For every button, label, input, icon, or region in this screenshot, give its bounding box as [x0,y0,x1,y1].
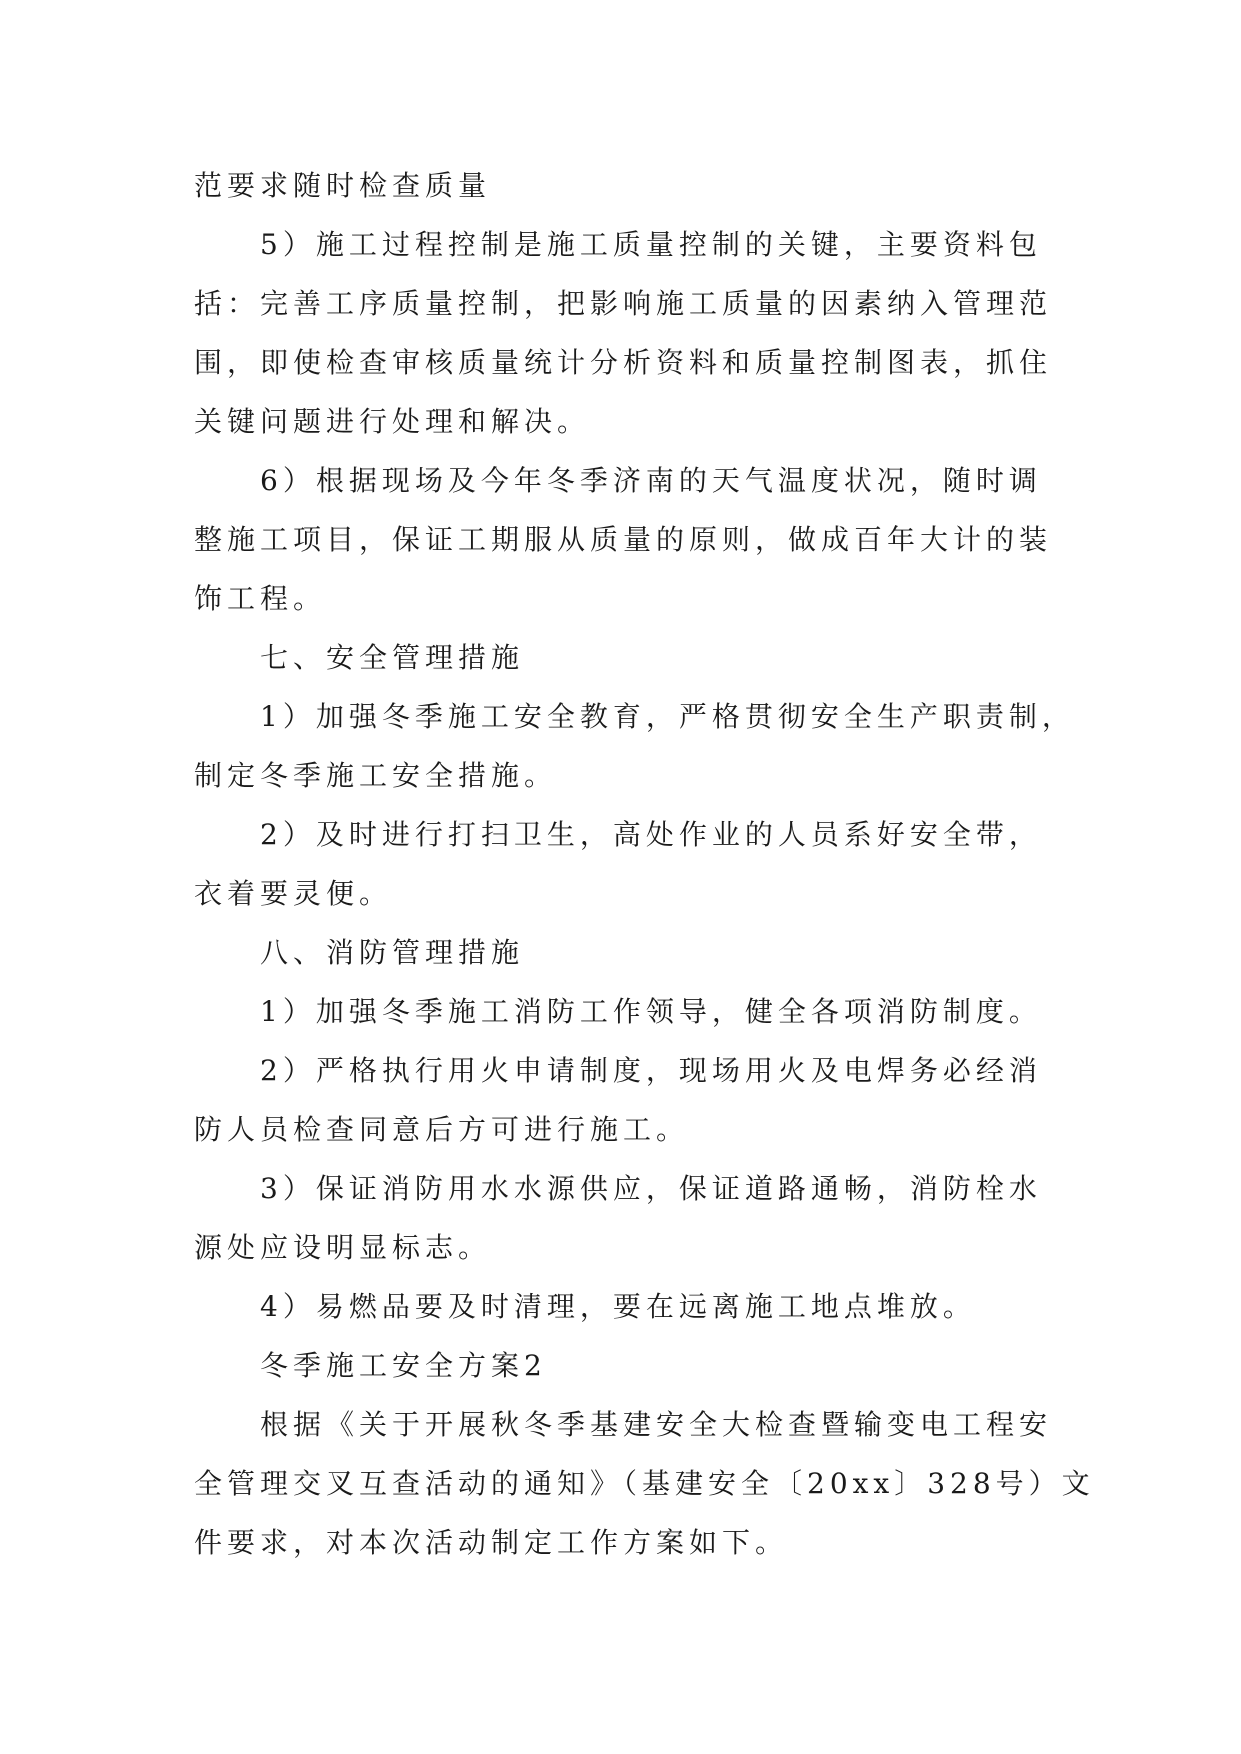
text-line: 括：完善工序质量控制，把影响施工质量的因素纳入管理范 [194,287,1053,320]
text-line: 6）根据现场及今年冬季济南的天气温度状况，随时调 [260,464,1042,497]
paragraph-safety-2 [194,805,1121,923]
section-heading-safety [194,628,1121,687]
text-line: 1）加强冬季施工消防工作领导，健全各项消防制度。 [260,995,1042,1028]
text-line: 关键问题进行处理和解决。 [194,405,591,438]
text-line: 范要求随时检查质量 [194,169,492,202]
section-heading-fire [194,923,1121,982]
text-line: 3）保证消防用水水源供应，保证道路通畅，消防栓水 [260,1172,1042,1205]
text-line: 制定冬季施工安全措施。 [194,759,558,792]
section-heading: 八、消防管理措施 [260,936,525,969]
text-line: 2）严格执行用火申请制度，现场用火及电焊务必经消 [260,1054,1042,1087]
paragraph-continuation [194,156,1121,215]
text-line: 1）加强冬季施工安全教育，严格贯彻安全生产职责制， [260,700,1075,733]
text-line: 整施工项目，保证工期服从质量的原则，做成百年大计的装 [194,523,1053,556]
paragraph-fire-1 [194,982,1121,1041]
text-line: 根据《关于开展秋冬季基建安全大检查暨输变电工程安 [260,1408,1053,1441]
section-heading: 七、安全管理措施 [260,641,525,674]
text-line: 围，即使检查审核质量统计分析资料和质量控制图表，抓住 [194,346,1053,379]
text-line: 5）施工过程控制是施工质量控制的关键，主要资料包 [260,228,1042,261]
text-line: 全管理交叉互查活动的通知》（基建安全〔20xx〕328号）文 [194,1467,1095,1500]
text-line: 源处应设明显标志。 [194,1231,492,1264]
text-line: 衣着要灵便。 [194,877,393,910]
paragraph-fire-3 [194,1159,1121,1277]
paragraph-fire-2 [194,1041,1121,1159]
paragraph-plan-intro [194,1395,1121,1572]
text-line: 防人员检查同意后方可进行施工。 [194,1113,690,1146]
paragraph-item-5 [194,215,1121,451]
text-line: 件要求，对本次活动制定工作方案如下。 [194,1526,789,1559]
paragraph-item-6 [194,451,1121,628]
paragraph-safety-1 [194,687,1121,805]
section-heading-plan-2 [194,1336,1121,1395]
paragraph-fire-4 [194,1277,1121,1336]
text-line: 2）及时进行打扫卫生，高处作业的人员系好安全带， [260,818,1042,851]
text-line: 4）易燃品要及时清理，要在远离施工地点堆放。 [260,1290,976,1323]
section-heading: 冬季施工安全方案2 [260,1349,547,1382]
text-line: 饰工程。 [194,582,327,615]
